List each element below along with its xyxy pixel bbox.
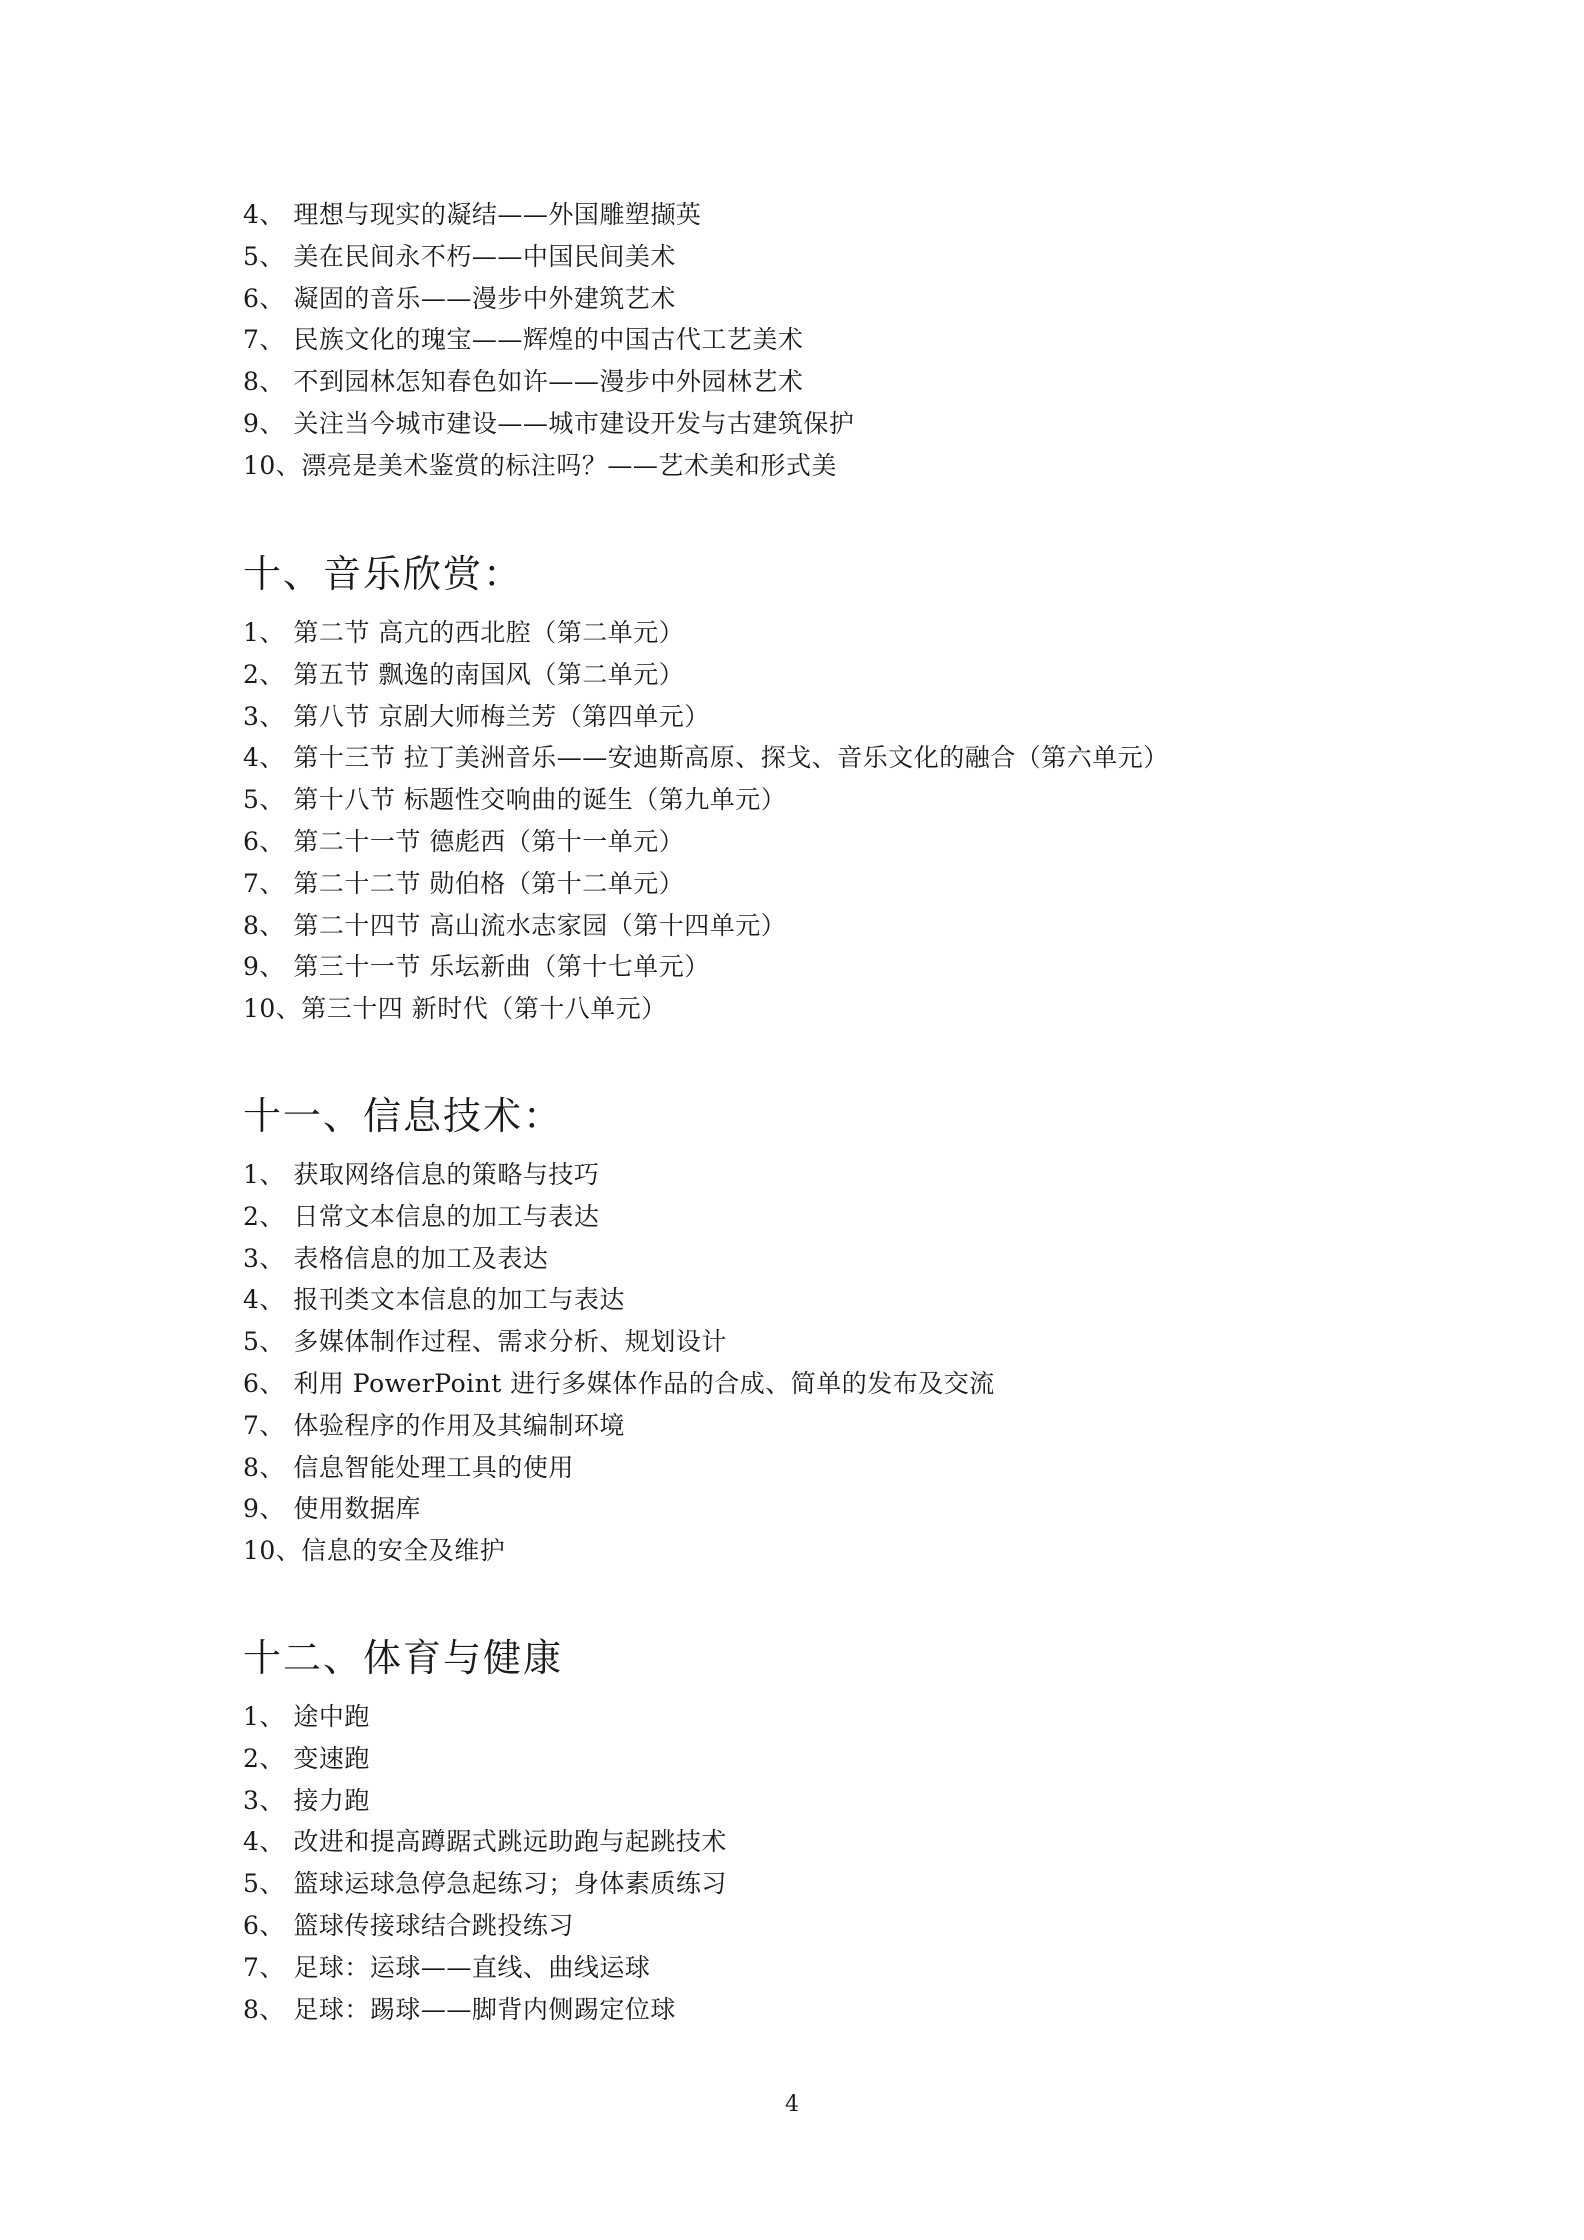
list-item: 7、 足球：运球——直线、曲线运球 (243, 1952, 651, 1982)
list-item: 7、 第二十二节 勋伯格（第十二单元） (243, 868, 685, 898)
list-item: 9、 使用数据库 (243, 1494, 421, 1524)
page-number: 4 (785, 2092, 799, 2117)
list-item: 3、 表格信息的加工及表达 (243, 1243, 549, 1273)
list-item: 3、 接力跑 (243, 1785, 370, 1815)
music-section-title: 十、音乐欣赏： (243, 552, 524, 596)
list-item: 9、 第三十一节 乐坛新曲（第十七单元） (243, 952, 710, 982)
list-item: 7、 民族文化的瑰宝——辉煌的中国古代工艺美术 (243, 325, 804, 355)
list-item: 5、 篮球运球急停急起练习；身体素质练习 (243, 1869, 727, 1899)
list-item: 6、 篮球传接球结合跳投练习 (243, 1910, 574, 1940)
list-item: 1、 第二节 高亢的西北腔（第二单元） (243, 618, 685, 647)
list-item: 8、 足球：踢球——脚背内侧踢定位球 (243, 1994, 676, 2024)
list-item: 10、信息的安全及维护 (243, 1536, 506, 1566)
list-item: 7、 体验程序的作用及其编制环境 (243, 1410, 625, 1440)
list-item: 6、 凝固的音乐——漫步中外建筑艺术 (243, 283, 676, 313)
list-item: 10、第三十四 新时代（第十八单元） (243, 994, 667, 1024)
list-item: 10、漂亮是美术鉴赏的标注吗？——艺术美和形式美 (243, 450, 837, 480)
pe-section-title: 十二、体育与健康 (243, 1636, 564, 1680)
list-item: 4、 报刊类文本信息的加工与表达 (243, 1285, 625, 1315)
list-item: 4、 理想与现实的凝结——外国雕塑撷英 (243, 200, 702, 229)
list-item: 6、 第二十一节 德彪西（第十一单元） (243, 826, 685, 856)
list-item: 8、 第二十四节 高山流水志家园（第十四单元） (243, 910, 787, 940)
list-item: 2、 日常文本信息的加工与表达 (243, 1201, 600, 1231)
list-item: 9、 关注当今城市建设——城市建设开发与古建筑保护 (243, 408, 855, 438)
it-section-title: 十一、信息技术： (243, 1094, 564, 1138)
list-item: 5、 美在民间永不朽——中国民间美术 (243, 241, 676, 271)
list-item: 8、 不到园林怎知春色如许——漫步中外园林艺术 (243, 367, 804, 397)
list-item: 5、 第十八节 标题性交响曲的诞生（第九单元） (243, 785, 787, 815)
music-list (243, 612, 1169, 1030)
list-item: 4、 改进和提高蹲踞式跳远助跑与起跳技术 (243, 1827, 727, 1857)
list-item: 8、 信息智能处理工具的使用 (243, 1452, 574, 1482)
list-item: 3、 第八节 京剧大师梅兰芳（第四单元） (243, 701, 710, 731)
it-list (243, 1154, 995, 1572)
list-item: 6、 利用 PowerPoint 进行多媒体作品的合成、简单的发布及交流 (243, 1368, 995, 1398)
pe-list (243, 1696, 727, 2030)
list-item: 1、 获取网络信息的策略与技巧 (243, 1160, 600, 1189)
list-item: 1、 途中跑 (243, 1702, 370, 1731)
list-item: 2、 第五节 飘逸的南国风（第二单元） (243, 659, 685, 689)
list-item: 5、 多媒体制作过程、需求分析、规划设计 (243, 1327, 727, 1357)
list-item: 4、 第十三节 拉丁美洲音乐——安迪斯高原、探戈、音乐文化的融合（第六单元） (243, 743, 1169, 773)
list-item: 2、 变速跑 (243, 1743, 370, 1773)
art-appreciation-list (243, 194, 854, 487)
